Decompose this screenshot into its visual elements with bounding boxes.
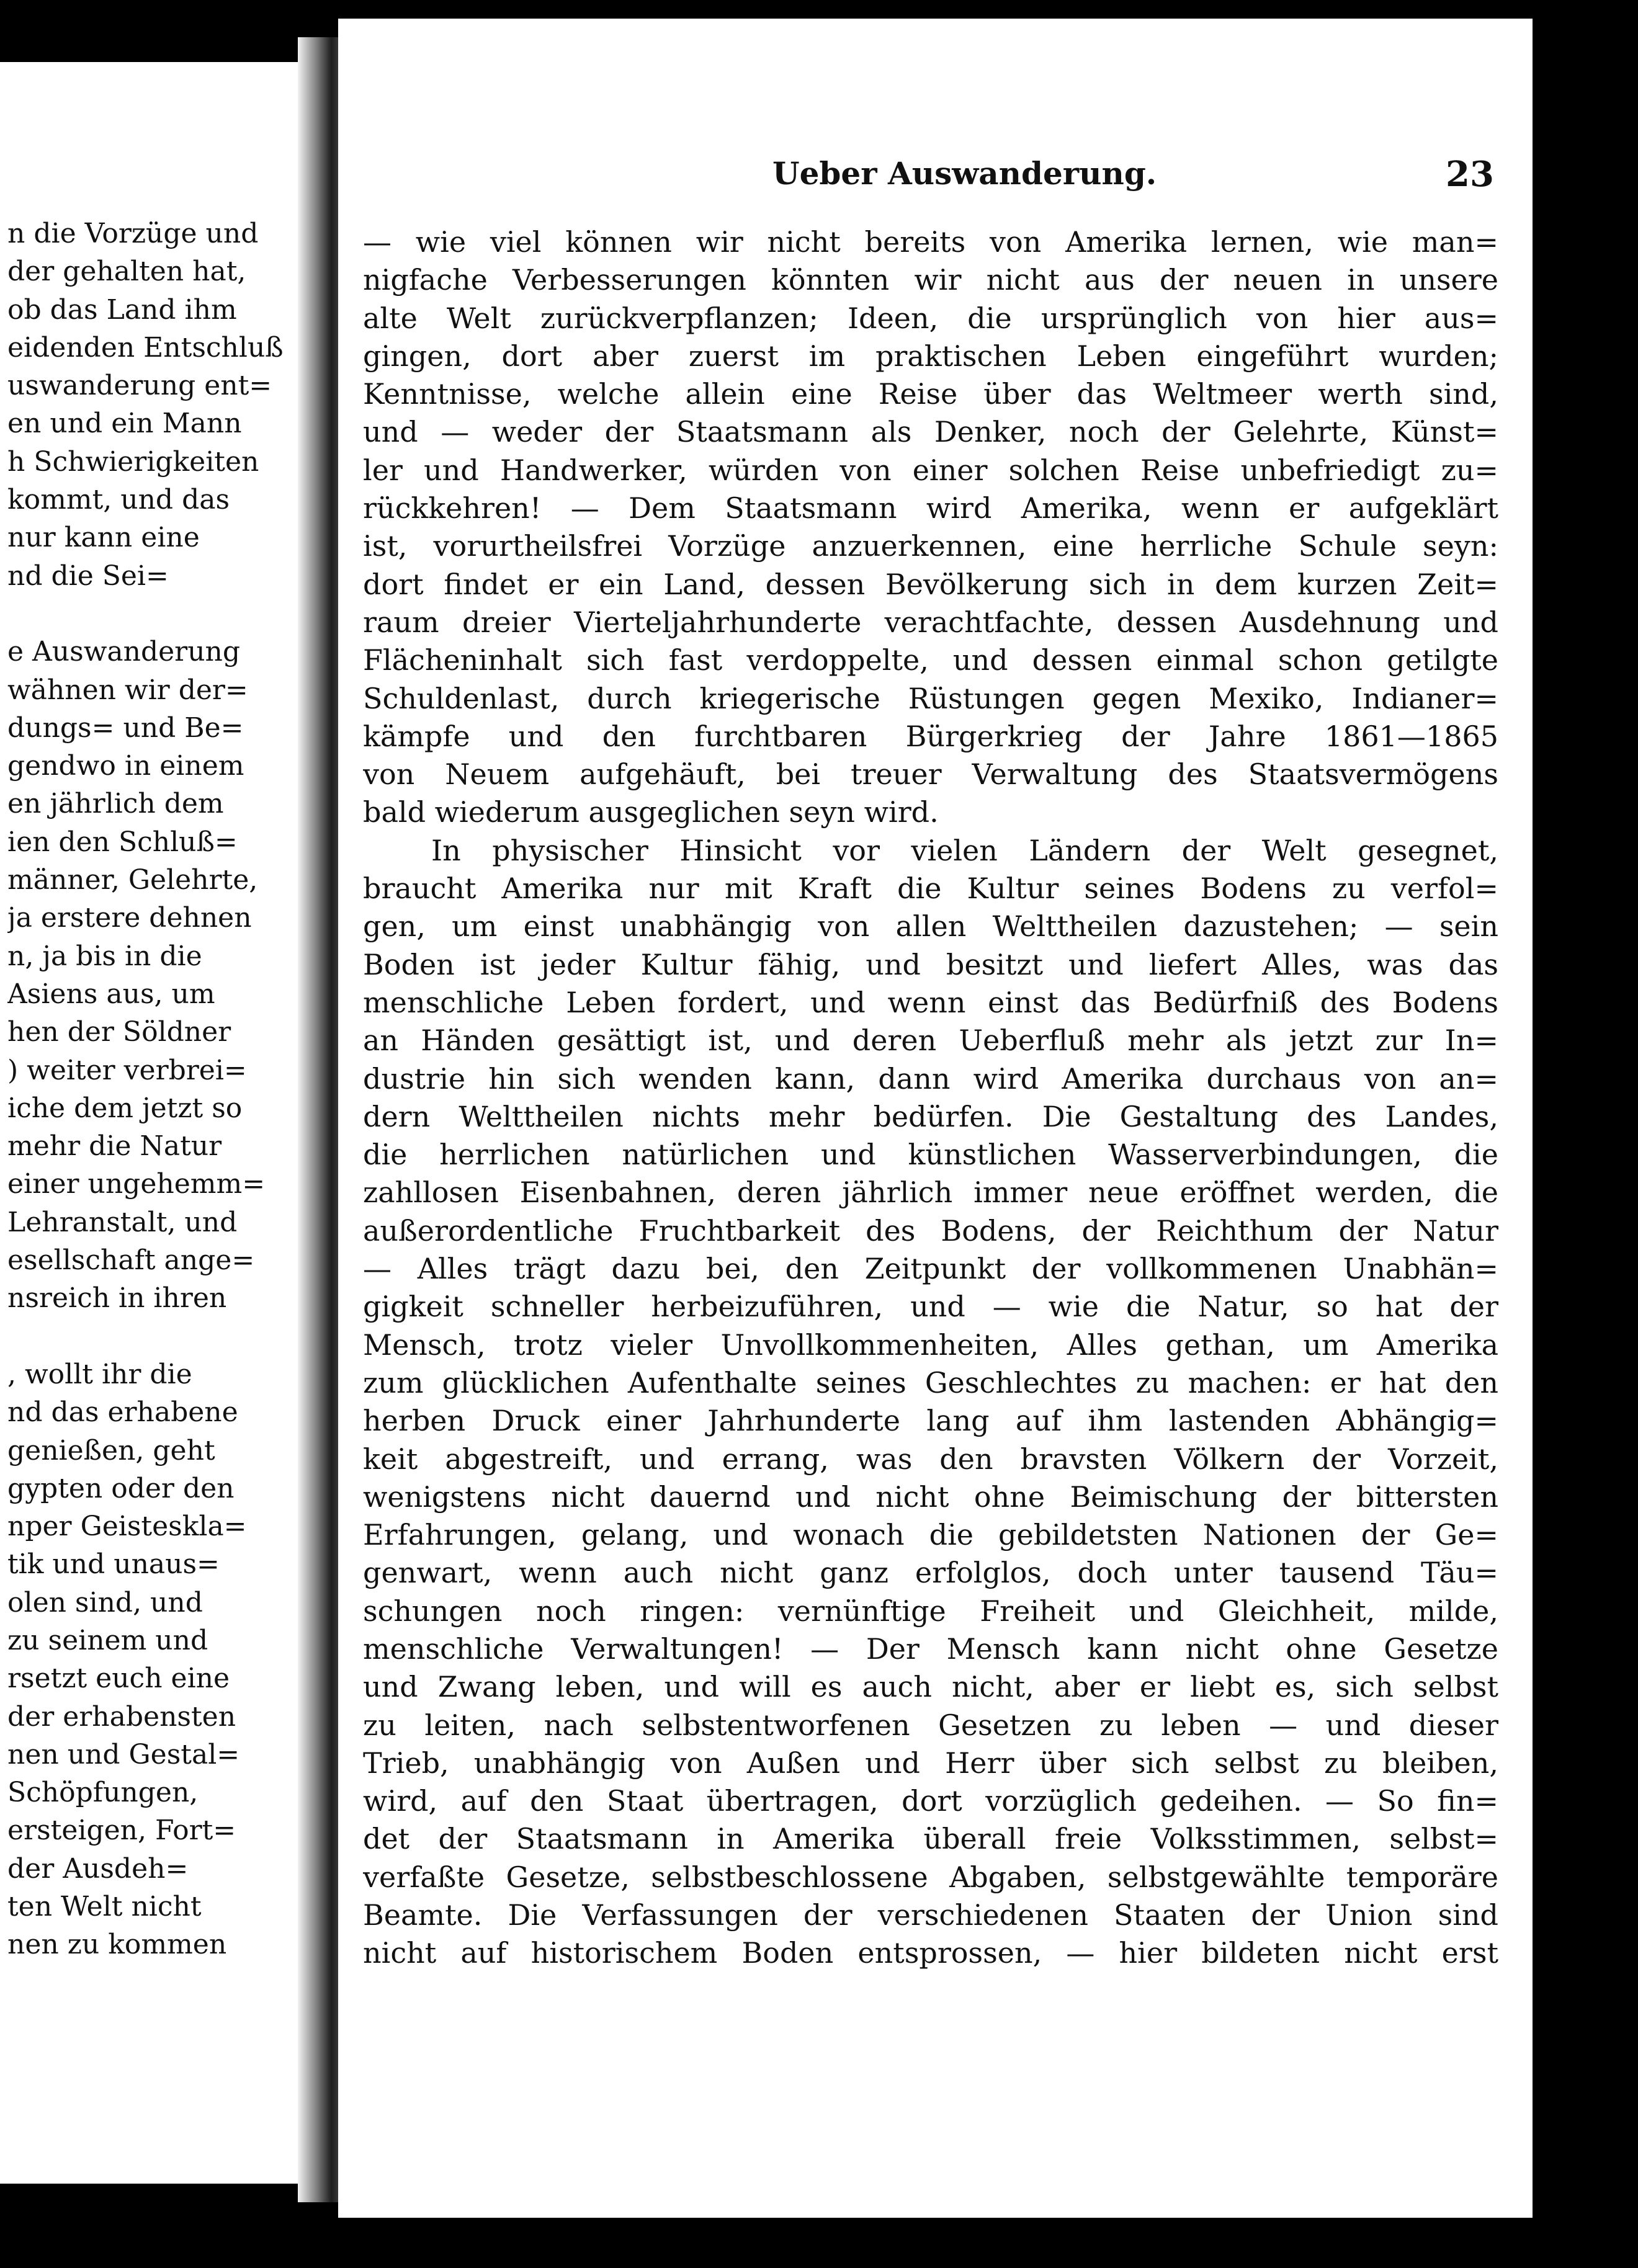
left-text-line: en und ein Mann bbox=[7, 408, 242, 440]
text-line: nicht auf historischem Boden entsprossen, — hier bildeten nicht erst bbox=[363, 1936, 1498, 1970]
left-text-line: ja erstere dehnen bbox=[7, 902, 252, 934]
left-text-line: ersteigen, Fort= bbox=[7, 1815, 236, 1847]
text-line: Erfahrungen, gelang, und wonach die gebildetsten Nationen der Ge= bbox=[363, 1518, 1498, 1552]
page-number: 23 bbox=[1446, 154, 1494, 195]
left-text-line: Schöpfungen, bbox=[7, 1777, 199, 1809]
left-text-line: esellschaft ange= bbox=[7, 1244, 255, 1277]
text-line: raum dreier Vierteljahrhunderte verachtfachte, dessen Ausdehnung und bbox=[363, 605, 1498, 639]
left-text-line: nsreich in ihren bbox=[7, 1282, 227, 1315]
text-line: genwart, wenn auch nicht ganz erfolglos, doch unter tausend Täu= bbox=[363, 1556, 1498, 1590]
text-line: kämpfe und den furchtbaren Bürgerkrieg der Jahre 1861—1865 bbox=[363, 719, 1498, 753]
scan-border bbox=[1533, 19, 1638, 2218]
text-line: bald wiederum ausgeglichen seyn wird. bbox=[363, 795, 939, 829]
text-line: In physischer Hinsicht vor vielen Ländern der Welt gesegnet, bbox=[431, 833, 1498, 867]
text-line: gigkeit schneller herbeizuführen, und — wie die Natur, so hat der bbox=[363, 1290, 1498, 1324]
text-line: schungen noch ringen: vernünftige Freiheit und Gleichheit, milde, bbox=[363, 1594, 1498, 1628]
left-text-line: olen sind, und bbox=[7, 1586, 203, 1618]
text-line: und — weder der Staatsmann als Denker, noch der Gelehrte, Künst= bbox=[363, 415, 1498, 449]
left-text-line: ten Welt nicht bbox=[7, 1891, 202, 1923]
left-text-line: en jährlich dem bbox=[7, 788, 224, 820]
text-line: rückkehren! — Dem Staatsmann wird Amerika, wenn er aufgeklärt bbox=[363, 491, 1498, 525]
text-line: Trieb, unabhängig von Außen und Herr über sich selbst zu bleiben, bbox=[363, 1746, 1498, 1780]
left-text-line bbox=[7, 1318, 284, 1355]
text-line: Kenntnisse, welche allein eine Reise über das Weltmeer werth sind, bbox=[363, 377, 1498, 411]
left-text-line: h Schwierigkeiten bbox=[7, 445, 259, 478]
left-text-line: nur kann eine bbox=[7, 522, 200, 554]
left-text-line: n die Vorzüge und bbox=[7, 218, 259, 249]
left-text-line: männer, Gelehrte, bbox=[7, 864, 258, 896]
left-text-line: nd die Sei= bbox=[7, 560, 169, 592]
left-text-line: ob das Land ihm bbox=[7, 293, 237, 326]
left-text-line: tik und unaus= bbox=[7, 1548, 220, 1581]
left-text-line: iche dem jetzt so bbox=[7, 1092, 243, 1124]
text-line: alte Welt zurückverpflanzen; Ideen, die ursprünglich von hier aus= bbox=[363, 301, 1498, 335]
left-text-line: nd das erhabene bbox=[7, 1396, 238, 1429]
text-line: gen, um einst unabhängig von allen Welttheilen dazustehen; — sein bbox=[363, 909, 1498, 944]
text-line: dustrie hin sich wenden kann, dann wird Amerika durchaus von an= bbox=[363, 1061, 1498, 1096]
left-text-line: hen der Söldner bbox=[7, 1016, 231, 1048]
left-text-line: rsetzt euch eine bbox=[7, 1663, 230, 1695]
text-line: zu leiten, nach selbstentworfenen Gesetzen zu leben — und dieser bbox=[363, 1708, 1498, 1742]
text-line: und Zwang leben, und will es auch nicht, aber er liebt es, sich selbst bbox=[363, 1670, 1498, 1704]
left-text-line: wähnen wir der= bbox=[7, 674, 248, 706]
text-line: — wie viel können wir nicht bereits von Amerika lernen, wie man= bbox=[363, 225, 1498, 259]
left-text-line: zu seinem und bbox=[7, 1624, 208, 1656]
left-text-line bbox=[7, 595, 284, 633]
text-line: Schuldenlast, durch kriegerische Rüstungen gegen Mexiko, Indianer= bbox=[363, 681, 1498, 715]
text-line: an Händen gesättigt ist, und deren Ueberfluß mehr als jetzt zur In= bbox=[363, 1024, 1498, 1058]
left-text-line: der Ausdeh= bbox=[7, 1852, 189, 1885]
left-text-line: Asiens aus, um bbox=[7, 978, 215, 1010]
left-page bbox=[0, 62, 310, 2184]
text-line: außerordentliche Fruchtbarkeit des Bodens, der Reichthum der Natur bbox=[363, 1213, 1498, 1248]
right-page-text bbox=[363, 223, 1498, 1973]
left-text-line: e Auswanderung bbox=[7, 636, 241, 668]
text-line: Boden ist jeder Kultur fähig, und besitzt und liefert Alles, was das bbox=[363, 947, 1498, 981]
left-text-line: der erhabensten bbox=[7, 1700, 236, 1733]
text-line: menschliche Leben fordert, und wenn einst das Bedürfniß des Bodens bbox=[363, 985, 1498, 1019]
left-text-line: mehr die Natur bbox=[7, 1130, 222, 1163]
text-line: verfaßte Gesetze, selbstbeschlossene Abgaben, selbstgewählte temporäre bbox=[363, 1860, 1498, 1894]
text-line: herben Druck einer Jahrhunderte lang auf ihm lastenden Abhängig= bbox=[363, 1404, 1498, 1438]
text-line: Beamte. Die Verfassungen der verschiedenen Staaten der Union sind bbox=[363, 1898, 1498, 1932]
left-text-line: , wollt ihr die bbox=[7, 1358, 192, 1390]
text-line: wenigstens nicht dauernd und nicht ohne Beimischung der bittersten bbox=[363, 1480, 1498, 1514]
left-text-line: der gehalten hat, bbox=[7, 256, 246, 288]
text-line: dern Welttheilen nichts mehr bedürfen. Die Gestaltung des Landes, bbox=[363, 1099, 1498, 1133]
text-line: keit abgestreift, und errang, was den bravsten Völkern der Vorzeit, bbox=[363, 1442, 1498, 1476]
text-line: zum glücklichen Aufenthalte seines Geschlechtes zu machen: er hat den bbox=[363, 1365, 1498, 1400]
left-text-line: dungs= und Be= bbox=[7, 712, 244, 744]
text-line: zahllosen Eisenbahnen, deren jährlich immer neue eröffnet werden, die bbox=[363, 1176, 1498, 1210]
left-text-line: uswanderung ent= bbox=[7, 370, 272, 402]
right-page bbox=[338, 19, 1533, 2218]
left-text-line: genießen, geht bbox=[7, 1434, 215, 1467]
text-line: von Neuem aufgehäuft, bei treuer Verwaltung des Staatsvermögens bbox=[363, 757, 1498, 792]
left-page-text bbox=[7, 215, 284, 1964]
text-line: Mensch, trotz vieler Unvollkommenheiten, Alles gethan, um Amerika bbox=[363, 1328, 1498, 1362]
text-line: — Alles trägt dazu bei, den Zeitpunkt der vollkommenen Unabhän= bbox=[363, 1252, 1498, 1286]
left-text-line: nen und Gestal= bbox=[7, 1738, 240, 1770]
left-text-line: Lehranstalt, und bbox=[7, 1206, 238, 1238]
text-line: ler und Handwerker, würden von einer solchen Reise unbefriedigt zu= bbox=[363, 453, 1498, 487]
text-line: die herrlichen natürlichen und künstlichen Wasserverbindungen, die bbox=[363, 1138, 1498, 1172]
text-line: wird, auf den Staat übertragen, dort vorzüglich gedeihen. — So fin= bbox=[363, 1784, 1498, 1818]
left-text-line: einer ungehemm= bbox=[7, 1168, 266, 1200]
text-line: Flächeninhalt sich fast verdoppelte, und dessen einmal schon getilgte bbox=[363, 643, 1498, 677]
left-text-line: nen zu kommen bbox=[7, 1929, 227, 1961]
text-line: braucht Amerika nur mit Kraft die Kultur seines Bodens zu verfol= bbox=[363, 872, 1498, 906]
text-line: nigfache Verbesserungen könnten wir nicht aus der neuen in unsere bbox=[363, 263, 1498, 297]
left-text-line: kommt, und das bbox=[7, 484, 230, 516]
left-text-line: gypten oder den bbox=[7, 1472, 235, 1504]
left-text-line: ) weiter verbrei= bbox=[7, 1054, 247, 1086]
running-header: Ueber Auswanderung. bbox=[772, 155, 1157, 192]
text-line: gingen, dort aber zuerst im praktischen Leben eingeführt wurden; bbox=[363, 339, 1498, 373]
text-line: ist, vorurtheilsfrei Vorzüge anzuerkennen, eine herrliche Schule seyn: bbox=[363, 529, 1498, 563]
text-line: dort findet er ein Land, dessen Bevölkerung sich in dem kurzen Zeit= bbox=[363, 567, 1498, 601]
left-text-line: eidenden Entschluß bbox=[7, 331, 284, 364]
left-text-line: nper Geisteskla= bbox=[7, 1511, 247, 1543]
text-line: det der Staatsmann in Amerika überall freie Volksstimmen, selbst= bbox=[363, 1822, 1498, 1856]
left-text-line: ien den Schluß= bbox=[7, 826, 238, 858]
left-text-line: n, ja bis in die bbox=[7, 940, 202, 972]
left-text-line: gendwo in einem bbox=[7, 750, 244, 782]
text-line: menschliche Verwaltungen! — Der Mensch kann nicht ohne Gesetze bbox=[363, 1632, 1498, 1666]
